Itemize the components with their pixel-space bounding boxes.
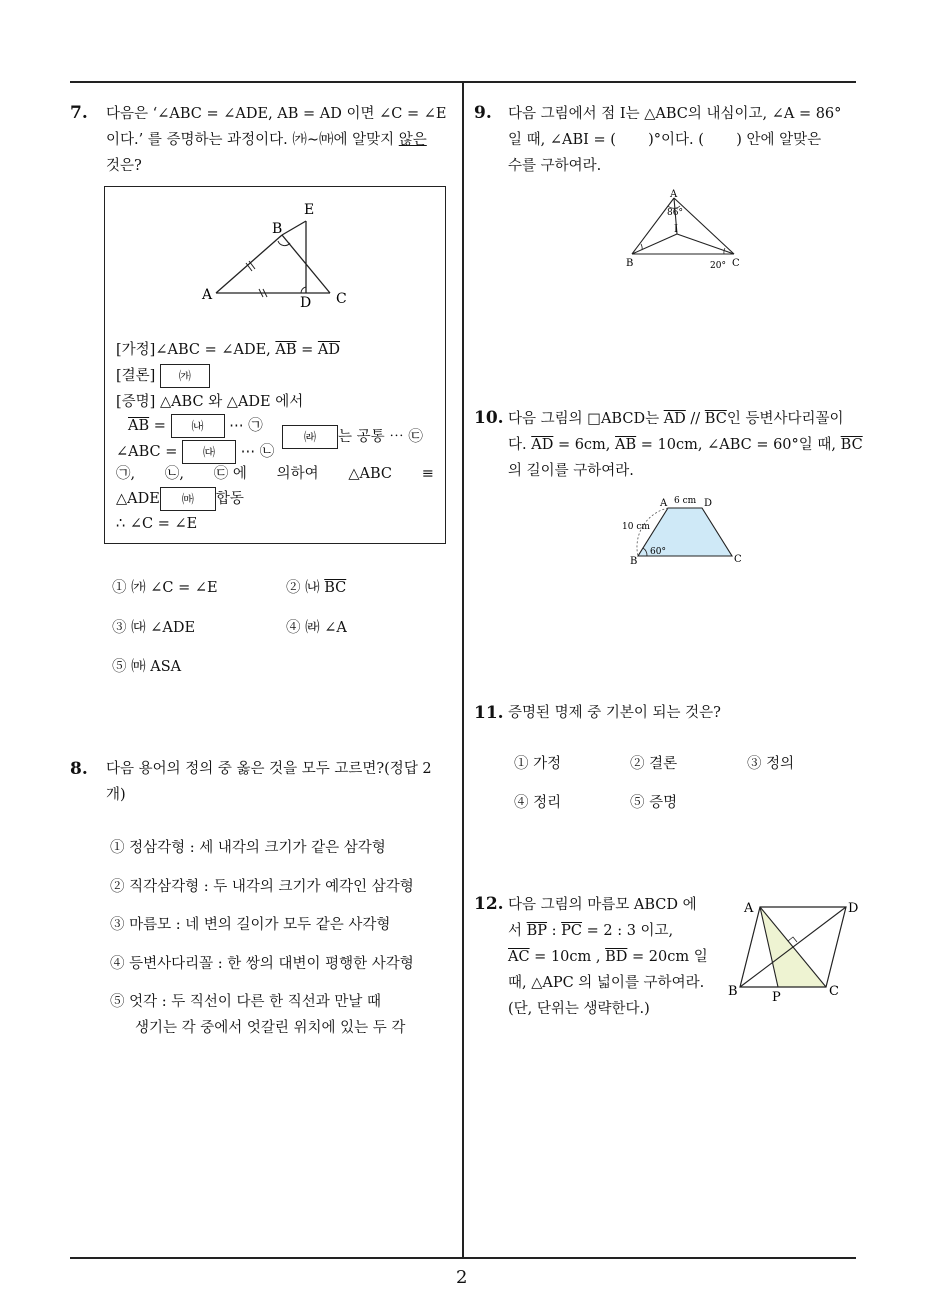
q8-line1: 다음 용어의 정의 중 옳은 것을 모두 고르면?(정답 2: [106, 761, 432, 777]
q12-fig-label-c: C: [829, 984, 839, 999]
q7-proof-line1: [증명] △ABC 와 △ADE 에서: [116, 394, 304, 410]
q8-choice-3[interactable]: ③ 마름모 : 네 변의 길이가 모두 같은 사각형: [110, 917, 391, 933]
q11-choice-5[interactable]: ⑤ 증명: [630, 795, 678, 811]
blank-na: ㈏: [171, 414, 225, 438]
q7-stem: [106, 101, 456, 179]
page-number: 2: [456, 1267, 468, 1288]
q9-line1: 다음 그림에서 점 I는 △ABC의 내심이고, ∠A = 86°: [508, 106, 842, 122]
q7-proof-line6: △ADE ㈒ 합동: [116, 486, 244, 512]
q9-fig-angle-c: 20°: [710, 261, 726, 270]
q7-hypothesis: [가정]∠ABC = ∠ADE, $\overline{AB} = \overline{AD}$: [116, 342, 341, 358]
q10-fig-top: 6 cm: [674, 496, 697, 506]
q11-choice-1[interactable]: ① 가정: [514, 756, 562, 772]
q7-fig-label-a: A: [202, 287, 213, 303]
q12-line5: (단, 단위는 생략한다.): [508, 1001, 650, 1017]
q12-fig-label-a: A: [744, 901, 754, 916]
q10-fig-label-d: D: [704, 498, 713, 509]
q9-line2: 일 때, ∠ABI = ( )°이다. ( ) 안에 알맞은: [508, 132, 822, 148]
q8-stem: [106, 756, 458, 808]
q7-fig-label-c: C: [336, 291, 347, 307]
q12-fig-label-p: P: [772, 990, 781, 1005]
q11-stem: 증명된 명제 중 기본이 되는 것은?: [508, 705, 721, 721]
blank-ma: ㈒: [160, 487, 216, 511]
column-divider: [462, 82, 464, 1257]
q9-line3: 수를 구하여라.: [508, 158, 602, 174]
q10-fig-angle: 60°: [650, 547, 666, 557]
q10-fig-label-b: B: [630, 556, 638, 567]
q12-line3: $\overline{AC} = 10cm$ , $\overline{BD} = 20cm$ 일: [508, 949, 708, 965]
q12-line2: 서 $\overline{BP}$ : $\overline{PC} = 2$ : 3 이고,: [508, 923, 674, 939]
q7-choice-1[interactable]: ① ㈎ ∠C = ∠E: [112, 580, 218, 596]
q8-choice-2[interactable]: ② 직각삼각형 : 두 내각의 크기가 예각인 삼각형: [110, 879, 414, 895]
q9-fig-label-a: A: [670, 189, 678, 200]
q7-number: 7.: [70, 103, 88, 123]
q10-line2: 다. $\overline{AD} = 6cm$, $\overline{AB} = 10cm$, ∠ABC = 60°일 때, $\overline{BC}$: [508, 437, 863, 453]
q12-stem: [508, 892, 720, 1022]
q9-incircle-figure: [622, 188, 746, 270]
bottom-rule: [70, 1257, 856, 1259]
q8-line2: 개): [106, 787, 126, 803]
q8-choice-1[interactable]: ① 정삼각형 : 세 내각의 크기가 같은 삼각형: [110, 840, 386, 856]
q7-line1: 다음은 ‘∠ABC = ∠ADE, AB = AD 이면 ∠C = ∠E: [106, 106, 447, 122]
q7-choice-4[interactable]: ④ ㈑ ∠A: [286, 620, 347, 636]
q12-fig-label-b: B: [728, 984, 738, 999]
q7-line3: 것은?: [106, 158, 142, 174]
q8-choice-4[interactable]: ④ 등변사다리꼴 : 한 쌍의 대변이 평행한 사각형: [110, 956, 414, 972]
q7-choice-3[interactable]: ③ ㈐ ∠ADE: [112, 620, 196, 636]
q10-fig-label-a: A: [660, 498, 668, 509]
q7-proof-line2: $\overline{AB}$ = ㈏ ⋯ ㉠: [128, 413, 263, 439]
q7-fig-label-b: B: [272, 221, 283, 237]
q11-choice-4[interactable]: ④ 정리: [514, 795, 562, 811]
q9-number: 9.: [474, 103, 492, 123]
q7-proof-line5: ㉠, ㉡, ㉢ 에 의하여 △ABC ≡: [116, 466, 434, 482]
q7-proof-line7: ∴ ∠C = ∠E: [116, 516, 198, 532]
q10-stem: [508, 406, 863, 484]
blank-ga: ㈎: [160, 364, 210, 388]
q7-proof-line-ra: ㈑ 는 공통 ⋯ ㉢: [282, 424, 423, 450]
q7-fig-label-d: D: [300, 295, 312, 311]
q7-fig-label-e: E: [304, 202, 315, 218]
q7-choice-5[interactable]: ⑤ ㈒ ASA: [112, 659, 182, 675]
q12-rhombus-figure: [726, 895, 866, 1007]
q12-line1: 다음 그림의 마름모 ABCD 에: [508, 897, 697, 913]
q8-choice-5-cont: 생기는 각 중에서 엇갈린 위치에 있는 두 각: [135, 1020, 406, 1036]
q10-fig-side: 10 cm: [622, 522, 650, 532]
q10-line3: 의 길이를 구하여라.: [508, 463, 634, 479]
q10-line1: 다음 그림의 □ABCD는 $\overline{AD} // \overline{BC}$인 등변사다리꼴이: [508, 411, 844, 427]
q10-number: 10.: [474, 408, 504, 428]
q7-triangle-figure: [190, 195, 360, 315]
q12-line4: 때, △APC 의 넓이를 구하여라.: [508, 975, 705, 991]
q7-line2: 이다.’ 를 증명하는 과정이다. ㈎∼㈒에 알맞지 않은: [106, 132, 427, 148]
q12-fig-label-d: D: [848, 901, 859, 916]
q11-choice-3[interactable]: ③ 정의: [747, 756, 795, 772]
q9-fig-label-b: B: [626, 258, 634, 269]
q11-number: 11.: [474, 703, 504, 723]
q9-fig-label-c: C: [732, 258, 740, 269]
q9-stem: [508, 101, 860, 179]
q9-fig-angle-a: 86°: [667, 208, 683, 218]
q12-number: 12.: [474, 894, 504, 914]
q10-trapezoid-figure: [620, 492, 750, 570]
q9-fig-label-i: I: [674, 224, 678, 235]
q7-proof-line3: ∠ABC = ㈐ ⋯ ㉡: [116, 439, 274, 465]
q11-choice-2[interactable]: ② 결론: [630, 756, 678, 772]
blank-da: ㈐: [182, 440, 236, 464]
q7-conclusion: [결론] ㈎: [116, 363, 210, 389]
q8-choice-5[interactable]: ⑤ 엇각 : 두 직선이 다른 한 직선과 만날 때: [110, 994, 381, 1010]
blank-ra: ㈑: [282, 425, 338, 449]
q8-number: 8.: [70, 759, 88, 779]
q10-fig-label-c: C: [734, 554, 742, 565]
q7-choice-2[interactable]: ② ㈏ $\overline{BC}$: [286, 580, 347, 596]
